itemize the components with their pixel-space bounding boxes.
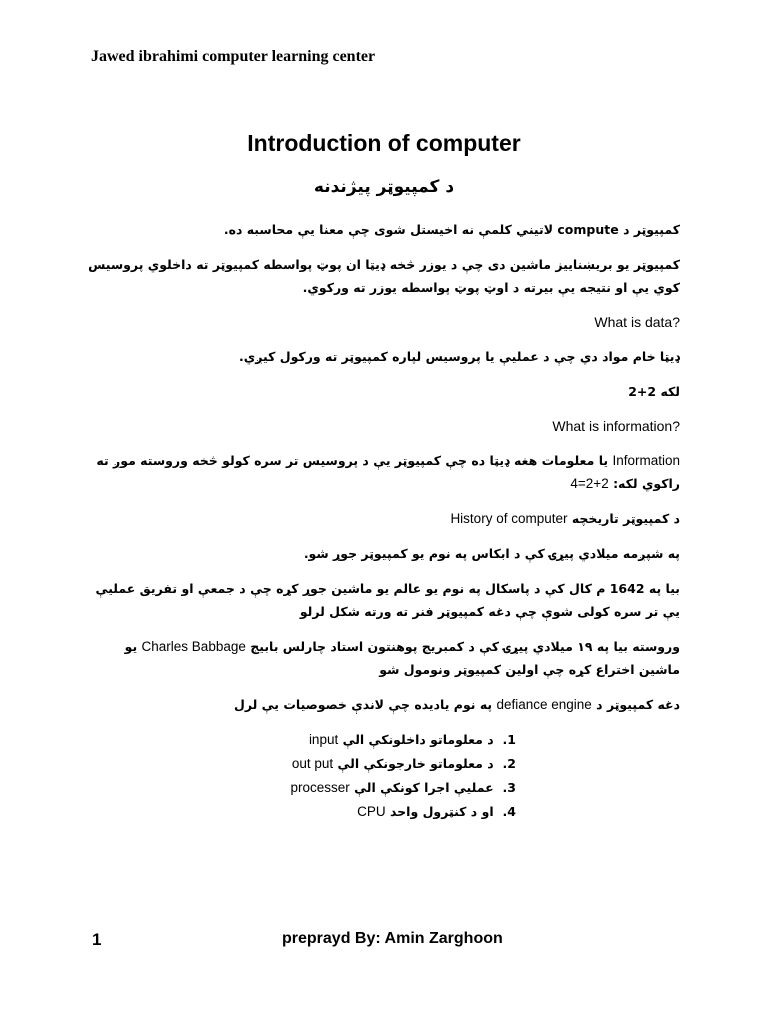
list-item-number: 4. bbox=[502, 804, 516, 819]
list-item-text: د معلوماتو خارجونکې الې bbox=[337, 756, 494, 771]
paragraph-computer-description: کمپیوټر یو بریښنایيز ماشین دی چې د یوزر څخه ډیټا ان پوټ پواسطه کمپیوټر ته داخلوي پروسیس کوي یې او نتیجه یې بیرته د اوټ پوټ پواسطه یوزر ته ورکوي. bbox=[88, 257, 680, 295]
document-header: Jawed ibrahimi computer learning center bbox=[91, 48, 376, 65]
engine-text-a: دغه کمپیوټر د bbox=[596, 697, 680, 712]
heading-what-is-information: What is information? bbox=[552, 418, 680, 434]
history-heading-ps: د کمپیوټر تاریخچه bbox=[571, 511, 680, 526]
paragraph-babbage bbox=[86, 635, 680, 681]
heading-history bbox=[86, 507, 680, 530]
paragraph-pascal: بیا په 1642 م کال کې د پاسکال په نوم یو عالم یو ماشین جوړ کړه چې د جمعې او تفریق عملیې یې تر سره کولی شوې چې دغه کمپیوټر فنر ته ورته شکل لرلو bbox=[95, 581, 680, 619]
babbage-text-b: یو ماشین اختراع کړه چې اولین کمپیوټر ونومول شو bbox=[124, 639, 680, 677]
page-number: 1 bbox=[92, 930, 102, 949]
list-item-text: او د کنټرول واحد bbox=[389, 804, 494, 819]
engine-name: defiance engine bbox=[496, 697, 592, 712]
list-item bbox=[86, 800, 680, 824]
babbage-text-a: وروسته بیا په ۱۹ میلادي پیړۍ کې د کمبریج پوهنتون استاد چارلس بابیج bbox=[250, 639, 680, 654]
list-item-term: input bbox=[308, 732, 339, 747]
list-item-number: 3. bbox=[502, 780, 516, 795]
paragraph-data-definition: ډیټا خام مواد دي چې د عملیې یا پروسیس لپاره کمپیوټر ته ورکول کیږي. bbox=[239, 349, 680, 364]
heading-what-is-data: What is data? bbox=[594, 314, 680, 330]
list-item-term: out put bbox=[291, 756, 334, 771]
babbage-name: Charles Babbage bbox=[141, 639, 246, 654]
features-list bbox=[86, 728, 694, 824]
list-item-text: د معلوماتو داخلونکې الې bbox=[342, 732, 494, 747]
list-item-term: CPU bbox=[357, 804, 386, 819]
engine-text-b: په نوم یادیده چې لاندې خصوصیات یې لرل bbox=[233, 697, 493, 712]
paragraph-abacus: په شپږمه میلادي پیړۍ کې د ابکاس په نوم یو کمپیوټر جوړ شو. bbox=[303, 546, 680, 561]
list-item-text: عملیې اجرا کونکې الې bbox=[354, 780, 494, 795]
list-item bbox=[86, 752, 680, 776]
author-credit: preprayd By: Amin Zarghoon bbox=[282, 930, 503, 947]
list-item bbox=[86, 776, 680, 800]
history-heading-en: History of computer bbox=[450, 511, 568, 526]
list-item-number: 1. bbox=[502, 732, 516, 747]
paragraph-definition: کمپیوټر د compute لاتیني کلمې نه اخیستل شوی چې معنا یې محاسبه ده. bbox=[223, 222, 680, 237]
paragraph-data-example: لکه 2+2 bbox=[628, 384, 680, 399]
information-term: Information bbox=[612, 453, 680, 468]
paragraph-information-definition bbox=[86, 449, 680, 495]
information-example: 2+2=4 bbox=[570, 476, 609, 491]
paragraph-engine bbox=[86, 693, 680, 716]
page-subtitle: د کمپیوټر پیژندنه bbox=[313, 177, 455, 197]
document-body bbox=[86, 218, 680, 824]
list-item-number: 2. bbox=[502, 756, 516, 771]
list-item-term: processer bbox=[290, 780, 350, 795]
list-item bbox=[86, 728, 680, 752]
page-title: Introduction of computer bbox=[247, 130, 521, 156]
information-text: یا معلومات هغه ډیټا ده چې کمپیوټر یې د پروسیس تر سره کولو څخه وروسته موږ ته راکوي لکه: bbox=[96, 453, 680, 491]
